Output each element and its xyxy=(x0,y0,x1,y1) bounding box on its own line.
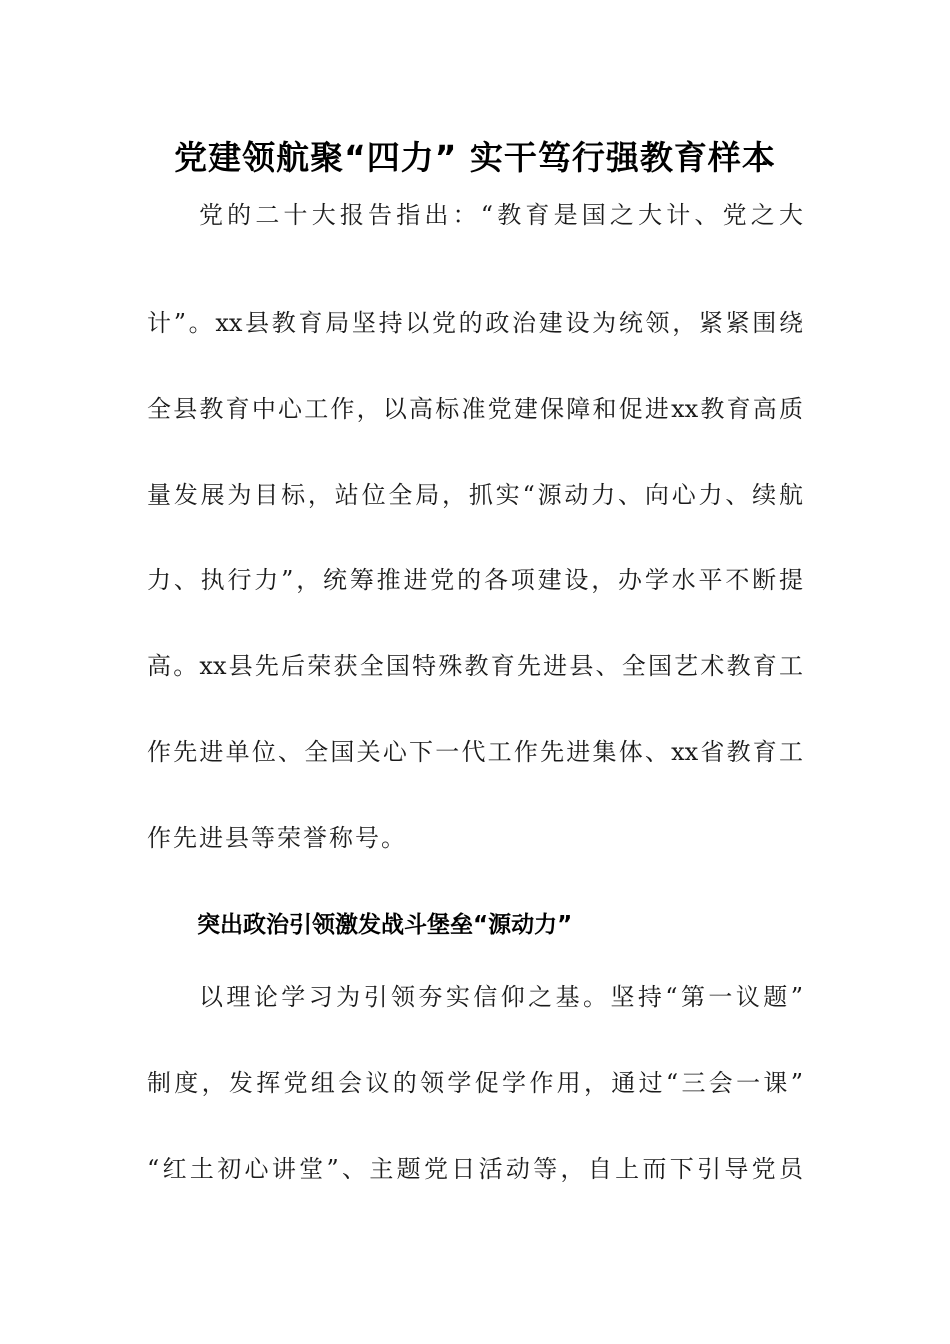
paragraph-1-line-3: 全县教育中心工作，以高标准党建保障和促进xx教育高质 xyxy=(147,395,803,423)
paragraph-2-line-3: “红土初心讲堂”、主题党日活动等，自上而下引导党员 xyxy=(147,1155,803,1183)
paragraph-1-line-2: 计”。xx县教育局坚持以党的政治建设为统领，紧紧围绕 xyxy=(147,309,803,337)
paragraph-1-line-7: 作先进单位、全国关心下一代工作先进集体、xx省教育工 xyxy=(147,738,803,766)
paragraph-1-line-8: 作先进县等荣誉称号。 xyxy=(147,824,407,852)
paragraph-2-line-2: 制度，发挥党组会议的领学促学作用，通过“三会一课” xyxy=(147,1069,803,1097)
paragraph-2-line-1: 以理论学习为引领夯实信仰之基。坚持“第一议题” xyxy=(199,983,803,1011)
paragraph-1-line-4: 量发展为目标，站位全局，抓实“源动力、向心力、续航 xyxy=(147,481,803,509)
section-heading: 突出政治引领激发战斗堡垒“源动力” xyxy=(197,912,573,938)
paragraph-1-line-1: 党的二十大报告指出：“教育是国之大计、党之大 xyxy=(199,201,803,229)
document-title: 党建领航聚“四力” 实干笃行强教育样本 xyxy=(174,138,776,177)
paragraph-1-line-5: 力、执行力”，统筹推进党的各项建设，办学水平不断提 xyxy=(147,566,803,594)
paragraph-1-line-6: 高。xx县先后荣获全国特殊教育先进县、全国艺术教育工 xyxy=(147,652,803,680)
